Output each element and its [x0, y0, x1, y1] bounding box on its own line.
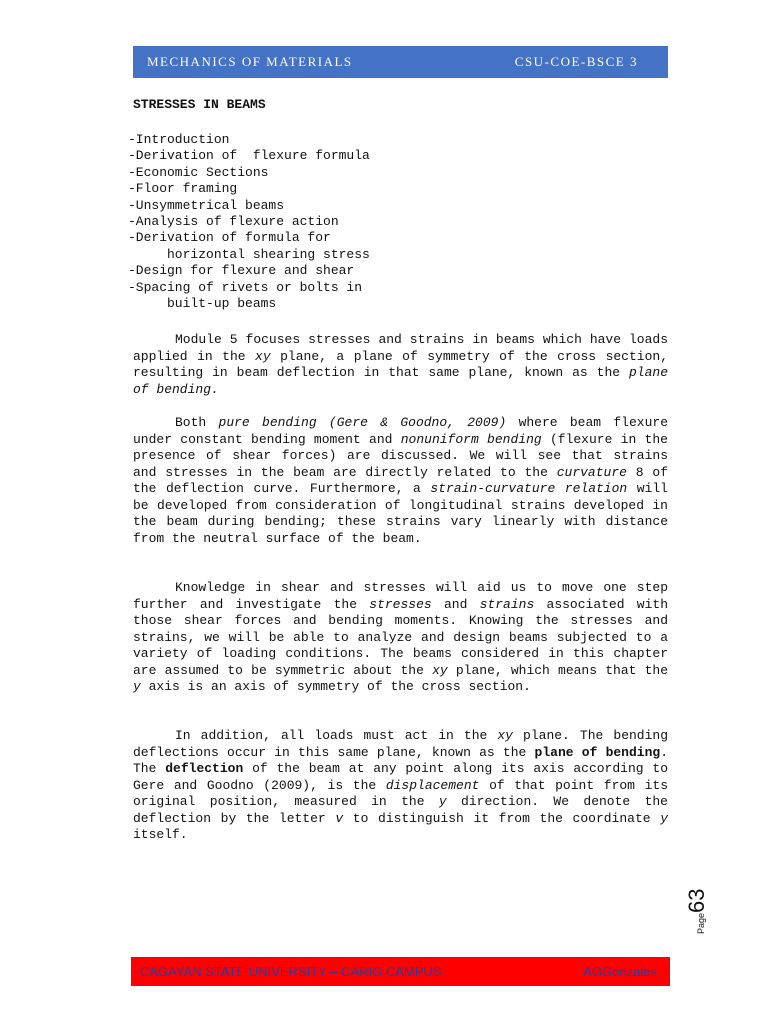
page-label: Page — [696, 912, 706, 934]
author-name: AGGonzales — [583, 964, 657, 979]
course-code: CSU-COE-BSCE 3 — [514, 54, 638, 69]
page-title: STRESSES IN BEAMS — [133, 97, 266, 112]
paragraph-bending: Both pure bending (Gere & Goodno, 2009) where beam flexure under constant bending moment and nonuniform bending (flexure in the presence of shear forces) are discussed. We will see that strains and stresses in the beam are directly related to the curvature 8 of the deflection curve. Furthermore, a strain-curvature relation will be developed from consideration of longitudinal strains developed in the beam during bending; these strains vary linearly with distance from the neutral surface of the beam. — [133, 415, 668, 546]
topic-item: -Derivation of formula for — [128, 230, 331, 246]
topic-item: -Economic Sections — [128, 164, 269, 180]
footer-bar — [131, 957, 670, 986]
page-number — [676, 878, 716, 934]
course-title: MECHANICS OF MATERIALS — [147, 54, 353, 69]
topic-item: -Floor framing — [128, 181, 238, 197]
header-bar — [133, 46, 668, 78]
topic-item: -Spacing of rivets or bolts in — [128, 279, 363, 295]
paragraph-deflection: In addition, all loads must act in the xy plane. The bending deflections occur in this same plane, known as the plane of bending. The deflection of the beam at any point along its axis according to Gere and Goodno (2009), is the displacement of that point from its original position, measured in the y direction. We denote the deflection by the letter v to distinguish it from the coordinate y itself. — [133, 728, 669, 842]
paragraph-intro: Module 5 focuses stresses and strains in beams which have loads applied in the xy plane, a plane of symmetry of the cross section, resulting in beam deflection in that same plane, known as the plane of bending. — [133, 332, 668, 397]
topic-item: -Unsymmetrical beams — [128, 197, 285, 213]
topic-item: built-up beams — [128, 296, 277, 312]
topic-item: -Introduction — [128, 132, 230, 147]
topic-list — [128, 132, 370, 312]
topic-item: -Design for flexure and shear — [128, 263, 355, 279]
page-value: 63 — [684, 888, 709, 913]
paragraph-shear: Knowledge in shear and stresses will aid us to move one step further and investigate the stresses and strains associated with those shear forces and bending moments. Knowing the stresses and strains, we will be able to analyze and design beams subjected to a variety of loading conditions. The beams considered in this chapter are assumed to be symmetric about the xy plane, which means that the y axis is an axis of symmetry of the cross section. — [133, 580, 668, 694]
university-name: CAGAYAN STATE UNIVERSITY – CARIG CAMPUS — [140, 964, 442, 979]
topic-item: horizontal shearing stress — [128, 246, 370, 262]
topic-item: -Derivation of flexure formula — [128, 148, 370, 164]
topic-item: -Analysis of flexure action — [128, 214, 339, 230]
